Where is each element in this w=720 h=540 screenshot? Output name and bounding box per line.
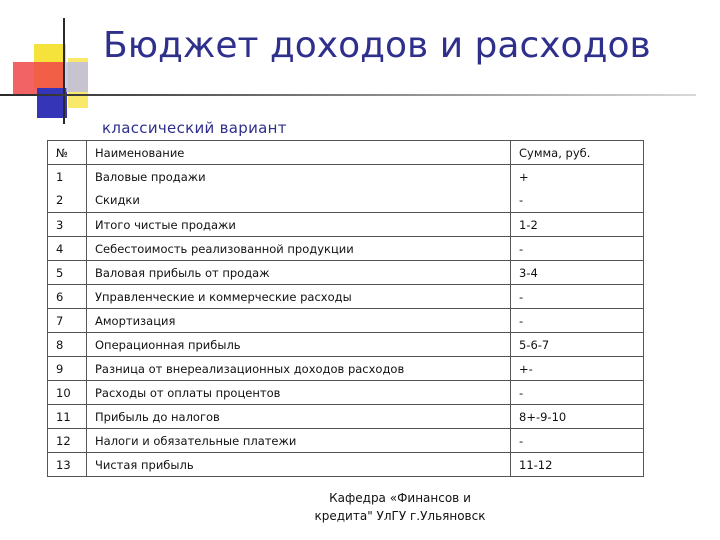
footer-line: кредита" УлГУ г.Ульяновск — [314, 509, 486, 523]
row-sum: - — [511, 285, 644, 309]
decor-vertical-line — [63, 18, 65, 124]
row-name: Скидки — [95, 192, 140, 207]
row-sum: - — [519, 192, 524, 207]
row-sum: - — [511, 309, 644, 333]
row-sum: - — [511, 381, 644, 405]
row-sum: 8+-9-10 — [511, 405, 644, 429]
row-sum: 3-4 — [511, 261, 644, 285]
row-number: 11 — [48, 405, 87, 429]
header-number: № — [48, 141, 87, 165]
row-name: Чистая прибыль — [87, 453, 511, 477]
row-name: Себестоимость реализованной продукции — [87, 237, 511, 261]
row-number: 4 — [48, 237, 87, 261]
table-row — [48, 357, 644, 381]
row-name: Итого чистые продажи — [87, 213, 511, 237]
table-header-row — [48, 141, 644, 165]
budget-table — [47, 140, 644, 477]
footer-line: Кафедра «Финансов и — [329, 491, 471, 505]
row-name: Валовая прибыль от продаж — [87, 261, 511, 285]
row-number: 6 — [48, 285, 87, 309]
header-sum: Сумма, руб. — [511, 141, 644, 165]
row-number: 8 — [48, 333, 87, 357]
row-name-cell — [87, 165, 511, 213]
table-row — [48, 237, 644, 261]
row-number: 3 — [48, 213, 87, 237]
row-name: Разница от внереализационных доходов расходов — [87, 357, 511, 381]
row-number: 7 — [48, 309, 87, 333]
table-row — [48, 381, 644, 405]
table-row — [48, 285, 644, 309]
row-name: Прибыль до налогов — [87, 405, 511, 429]
slide-title: Бюджет доходов и расходов — [103, 25, 651, 66]
row-sum: 1-2 — [511, 213, 644, 237]
row-number: 12 — [48, 429, 87, 453]
row-number: 5 — [48, 261, 87, 285]
table-row — [48, 213, 644, 237]
slide-subtitle: классический вариант — [102, 119, 287, 137]
row-name: Налоги и обязательные платежи — [87, 429, 511, 453]
table-row — [48, 261, 644, 285]
table-row — [48, 165, 644, 213]
table-row — [48, 405, 644, 429]
decor-lavender-square — [66, 62, 88, 92]
row-name: Расходы от оплаты процентов — [87, 381, 511, 405]
decor-horizontal-line — [0, 94, 696, 96]
row-sum: 5-6-7 — [511, 333, 644, 357]
table-row — [48, 309, 644, 333]
row-name: Амортизация — [87, 309, 511, 333]
row-number: 2 — [56, 192, 64, 207]
row-name: Управленческие и коммерческие расходы — [87, 285, 511, 309]
header-name: Наименование — [87, 141, 511, 165]
row-sum: - — [511, 429, 644, 453]
row-number: 13 — [48, 453, 87, 477]
footer-credit — [270, 489, 530, 525]
table-row — [48, 429, 644, 453]
table-row — [48, 333, 644, 357]
row-number-cell — [48, 165, 87, 213]
row-number: 1 — [56, 169, 64, 184]
row-sum: + — [519, 169, 529, 184]
row-name: Операционная прибыль — [87, 333, 511, 357]
row-number: 9 — [48, 357, 87, 381]
row-sum: - — [511, 237, 644, 261]
table-row — [48, 453, 644, 477]
row-sum: 11-12 — [511, 453, 644, 477]
row-sum-cell — [511, 165, 644, 213]
row-name: Валовые продажи — [95, 169, 206, 184]
row-sum: +- — [511, 357, 644, 381]
row-number: 10 — [48, 381, 87, 405]
